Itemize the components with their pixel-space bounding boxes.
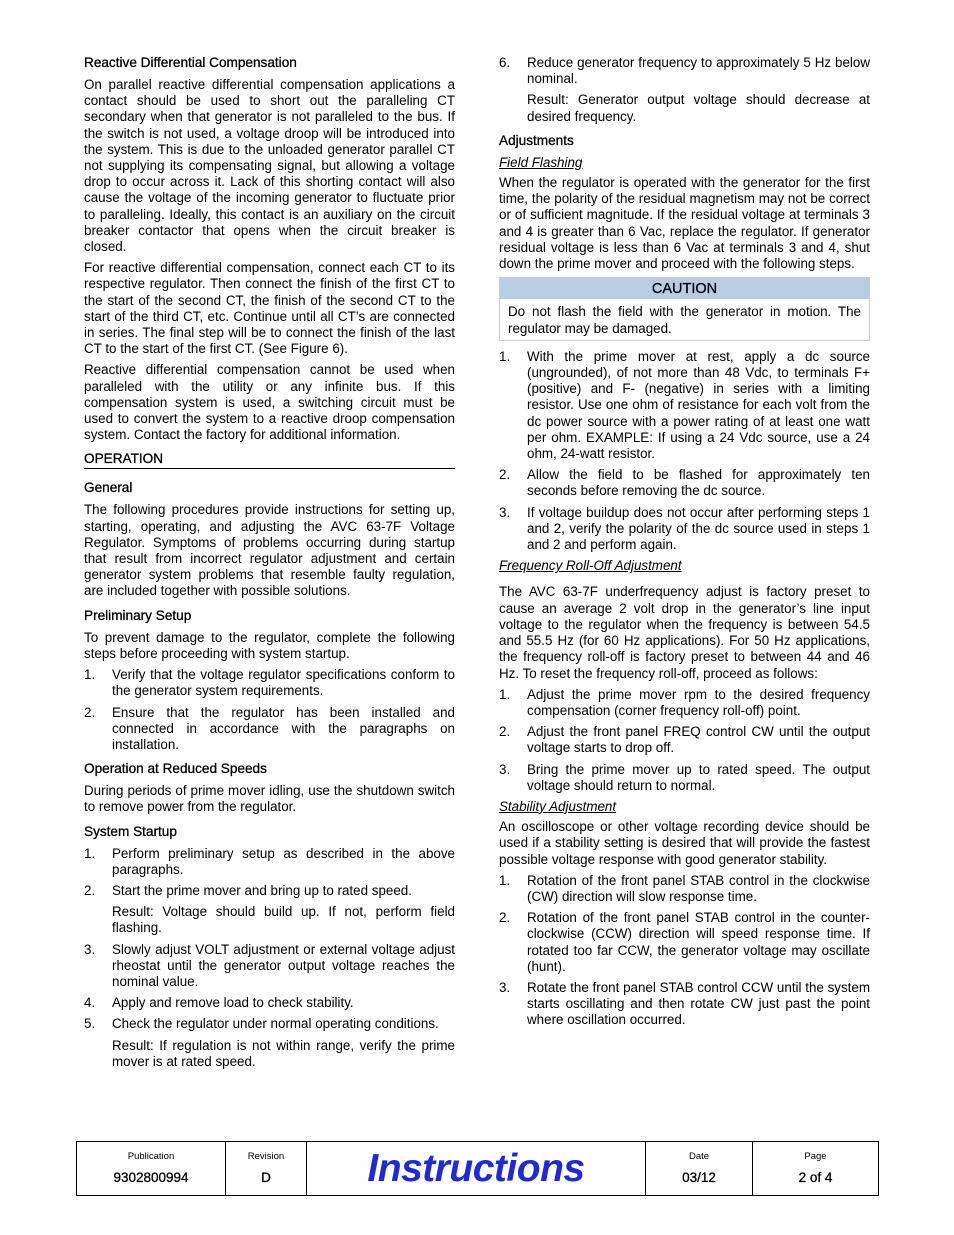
item-text: Apply and remove load to check stability. [112,995,354,1011]
reactive-paragraph-1: On parallel reactive differential compensation applications a contact should be used to short out the paralleling CT secondary when that generator is not paralleled to the bus. If the switch is not used, a voltage droop will be introduced into the system. This is due to the unloaded generator parallel CT not supplying its compensating signal, but allowing a voltage drop to occur across it. Lack of this shorting contact will also cause the voltage of the incoming generator to fluctuate prior to paralleling. Ideally, this contact is an auxiliary on the circuit breaker contactor that opens when the circuit breaker is closed. [84,77,455,255]
page-label: Page [804,1151,827,1162]
item-result: Result: If regulation is not within range, verify the prime mover is at rated speed. [112,1037,455,1069]
list-item [499,762,870,794]
item-text: Allow the field to be flashed for approximately ten seconds before removing the dc source. [527,467,870,499]
list-item [84,705,455,754]
item-number: 1. [499,686,511,702]
item-number: 3. [499,979,511,995]
item-number: 1. [499,348,511,364]
revision-value: D [261,1170,271,1185]
publication-label: Publication [127,1151,175,1162]
left-column [84,55,455,1075]
list-item [84,995,455,1011]
list-item [499,55,870,87]
publication-cell [77,1142,226,1195]
field-flashing-heading: Field Flashing [499,154,583,170]
field-flashing-text: When the regulator is operated with the generator for the first time, the polarity of the residual magnetism may not be correct or of sufficient magnitude. If the residual voltage at terminals 3 and 4 is greater than 6 Vac, replace the regulator. If generator residual voltage is less than 6 Vac at terminals 3 and 4, shut down the prime mover and proceed with the following steps. [499,175,870,272]
caution-text: Do not flash the field with the generator in motion. The regulator may be damaged. [508,304,861,336]
date-label: Date [688,1151,710,1162]
list-item [499,980,870,1029]
preliminary-text: To prevent damage to the regulator, complete the following steps before proceeding with system startup. [84,629,455,661]
preliminary-heading: Preliminary Setup [84,607,192,623]
page-number: 2 of 4 [798,1170,833,1185]
general-heading: General [84,480,133,496]
item-number: 2. [84,704,96,720]
item-number: 6. [499,55,511,70]
list-item [499,467,870,499]
list-item [499,687,870,719]
date-value: 03/12 [682,1170,716,1185]
item-number: 2. [84,882,96,898]
item-number: 1. [84,667,96,683]
title-cell [307,1142,646,1195]
item-number: 2. [499,724,511,740]
document-footer [76,1141,879,1196]
item-text: Ensure that the regulator has been installed and connected in accordance with the paragraphs on installation. [112,704,455,752]
reactive-paragraph-3: Reactive differential compensation cannot be used when paralleled with the utility or any infinite bus. If this compensation system is used, a switching circuit must be used to convert the system to a reactive droop compensation system. Contact the factory for additional information. [84,362,455,443]
item-text: Start the prime mover and bring up to rated speed. [112,882,412,898]
date-cell [646,1142,753,1195]
operation-heading: OPERATION [84,451,455,469]
list-item [84,667,455,699]
general-text: The following procedures provide instructions for setting up, starting, operating, and adjusting the AVC 63-7F Voltage Regulator. Symptoms of problems occurring during startup that result from incorrect regulator adjustment and certain generator system problems that resemble faulty regulation, are included together with possible solutions. [84,502,455,599]
list-item [84,883,455,899]
item-text: If voltage buildup does not occur after performing steps 1 and 2, verify the polarity of the dc source used in steps 1 and 2 and perform again. [527,504,870,553]
list-item [499,724,870,756]
item-text: Bring the prime mover up to rated speed. The output voltage should return to normal. [527,761,870,793]
document-title: Instructions [367,1147,585,1190]
page-cell [753,1142,878,1195]
item-text: Rotation of the front panel STAB control in the clockwise (CW) direction will slow response time. [527,872,870,904]
item-text: Verify that the voltage regulator specifications conform to the generator system requirements. [112,667,455,699]
item-number: 2. [499,910,511,926]
revision-label: Revision [247,1151,285,1162]
item-result: Result: Generator output voltage should decrease at desired frequency. [527,92,870,124]
right-column [499,55,870,1034]
reactive-heading: Reactive Differential Compensation [84,55,297,70]
item-text: Adjust the prime mover rpm to the desired frequency compensation (corner frequency roll-off) point. [527,686,870,718]
list-item [499,349,870,462]
item-number: 3. [499,761,511,777]
caution-title: CAUTION [500,278,869,299]
reduced-speeds-text: During periods of prime mover idling, use the shutdown switch to remove power from the regulator. [84,783,455,815]
item-number: 1. [499,872,511,888]
adjustments-heading: Adjustments [499,132,574,148]
item-number: 3. [84,941,96,957]
reactive-paragraph-2: For reactive differential compensation, connect each CT to its respective regulator. Then connect the finish of the first CT to the start of the second CT, the finish of the second CT to the start of the third CT, etc. Continue until all CT’s are connected in series. The final step will be to connect the finish of the last CT to the start of the first CT. (See Figure 6). [84,260,455,357]
item-text: Reduce generator frequency to approximately 5 Hz below nominal. [527,55,870,87]
item-text: Rotation of the front panel STAB control in the counter-clockwise (CCW) direction will speed response time. If rotated too far CCW, the generator voltage may oscillate (hunt). [527,910,870,974]
item-text: Rotate the front panel STAB control CCW until the system starts oscillating and then rotate CW just past the point where oscillation occurred. [527,979,870,1028]
item-number: 5. [84,1016,96,1032]
item-text: Slowly adjust VOLT adjustment or external voltage adjust rheostat until the generator output voltage reaches the nominal value. [112,941,455,989]
item-text: Check the regulator under normal operating conditions. [112,1016,439,1032]
list-item [499,873,870,905]
item-result: Result: Voltage should build up. If not, perform field flashing. [112,904,455,936]
stability-text: An oscilloscope or other voltage recording device should be used if a stability setting is desired that will provide the fastest possible voltage response with good generator stability. [499,819,870,867]
publication-number: 9302800994 [113,1170,189,1185]
item-number: 3. [499,504,511,520]
list-item [499,505,870,554]
item-text: Adjust the front panel FREQ control CW until the output voltage starts to drop off. [527,724,870,756]
item-number: 2. [499,467,511,483]
item-text: Perform preliminary setup as described in the above paragraphs. [112,845,455,877]
stability-heading: Stability Adjustment [499,798,617,814]
caution-box [499,277,870,341]
item-number: 1. [84,845,96,861]
list-item [84,942,455,991]
list-item [499,910,870,975]
list-item [84,846,455,878]
reduced-speeds-heading: Operation at Reduced Speeds [84,761,267,777]
item-number: 4. [84,995,96,1011]
revision-cell [226,1142,307,1195]
rolloff-heading: Frequency Roll-Off Adjustment [499,558,682,574]
item-text: With the prime mover at rest, apply a dc source (ungrounded), of not more than 48 Vdc, to terminals F+ (positive) and F- (negative) in series with a limiting resistor. Use one ohm of resistance for each volt from the dc power source with a power rating of at least one watt per ohm. EXAMPLE: If using a 24 Vdc source, use a 24 ohm, 24-watt resistor. [527,348,870,462]
system-startup-heading: System Startup [84,823,177,839]
list-item [84,1016,455,1032]
rolloff-text: The AVC 63-7F underfrequency adjust is factory preset to cause an average 2 volt drop in the generator’s line input voltage to the regulator when the frequency is between 54.5 and 55.5 Hz (for 60 Hz applications). For 50 Hz applications, the frequency roll-off is factory preset to between 44 and 46 Hz. To reset the frequency roll-off, proceed as follows: [499,584,870,681]
